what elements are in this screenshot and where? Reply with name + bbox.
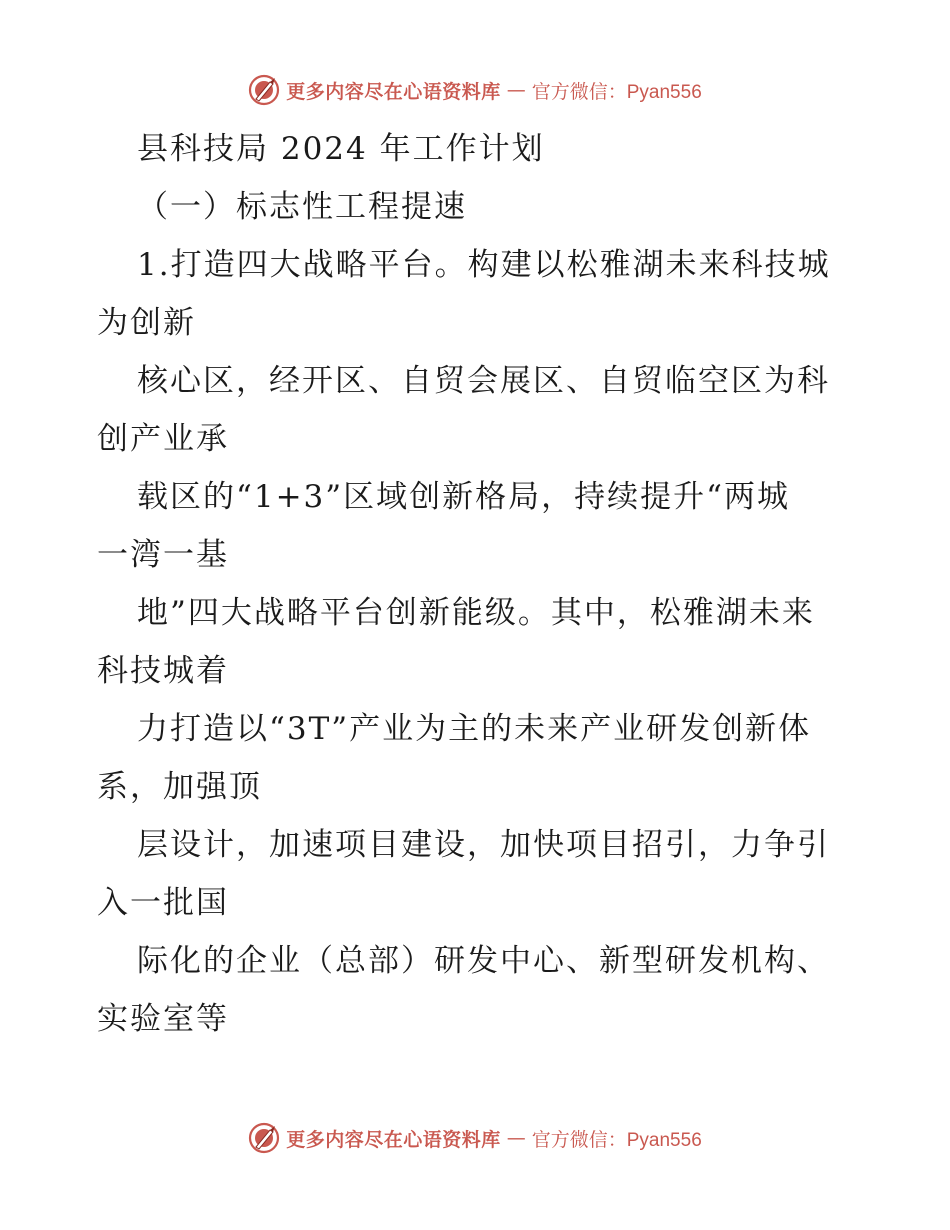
paragraph-line: 地”四大战略平台创新能级。其中，松雅湖未来: [137, 595, 815, 631]
document-body: [97, 120, 857, 1048]
paragraph-line: 力打造以“3T”产业为主的未来产业研发创新体: [137, 711, 812, 747]
quill-logo-icon: [248, 1122, 280, 1154]
paragraph-line: 层设计，加速项目建设，加快项目招引，力争引: [137, 827, 830, 863]
paragraph-line: 科技城着: [97, 653, 229, 689]
paragraph-line: 系，加强顶: [97, 769, 262, 805]
document-title: 县科技局 2024 年工作计划: [137, 131, 545, 167]
watermark-brand-text: 更多内容尽在心语资料库: [286, 1128, 501, 1151]
quill-logo-icon: [248, 74, 280, 106]
paragraph-line: 载区的“1+3”区域创新格局，持续提升“两城: [137, 479, 790, 515]
watermark-separator: —: [506, 1127, 526, 1149]
paragraph-line: 核心区，经开区、自贸会展区、自贸临空区为科: [137, 363, 830, 399]
paragraph-line: 创产业承: [97, 421, 229, 457]
paragraph-line: 实验室等: [97, 1001, 229, 1037]
paragraph-line: 入一批国: [97, 885, 229, 921]
paragraph-line: 为创新: [97, 305, 196, 341]
watermark-separator: —: [506, 79, 526, 101]
watermark-brand-text: 更多内容尽在心语资料库: [286, 80, 501, 103]
paragraph-line: 1.打造四大战略平台。构建以松雅湖未来科技城: [137, 247, 831, 283]
paragraph-line: 际化的企业（总部）研发中心、新型研发机构、: [137, 943, 830, 979]
watermark-account-text: 官方微信：Pyan556: [531, 81, 702, 103]
watermark-account-text: 官方微信：Pyan556: [531, 1129, 702, 1151]
paragraph-line: 一湾一基: [97, 537, 229, 573]
footer-watermark: [0, 1118, 950, 1158]
section-heading: （一）标志性工程提速: [137, 189, 467, 225]
header-watermark: [0, 70, 950, 110]
